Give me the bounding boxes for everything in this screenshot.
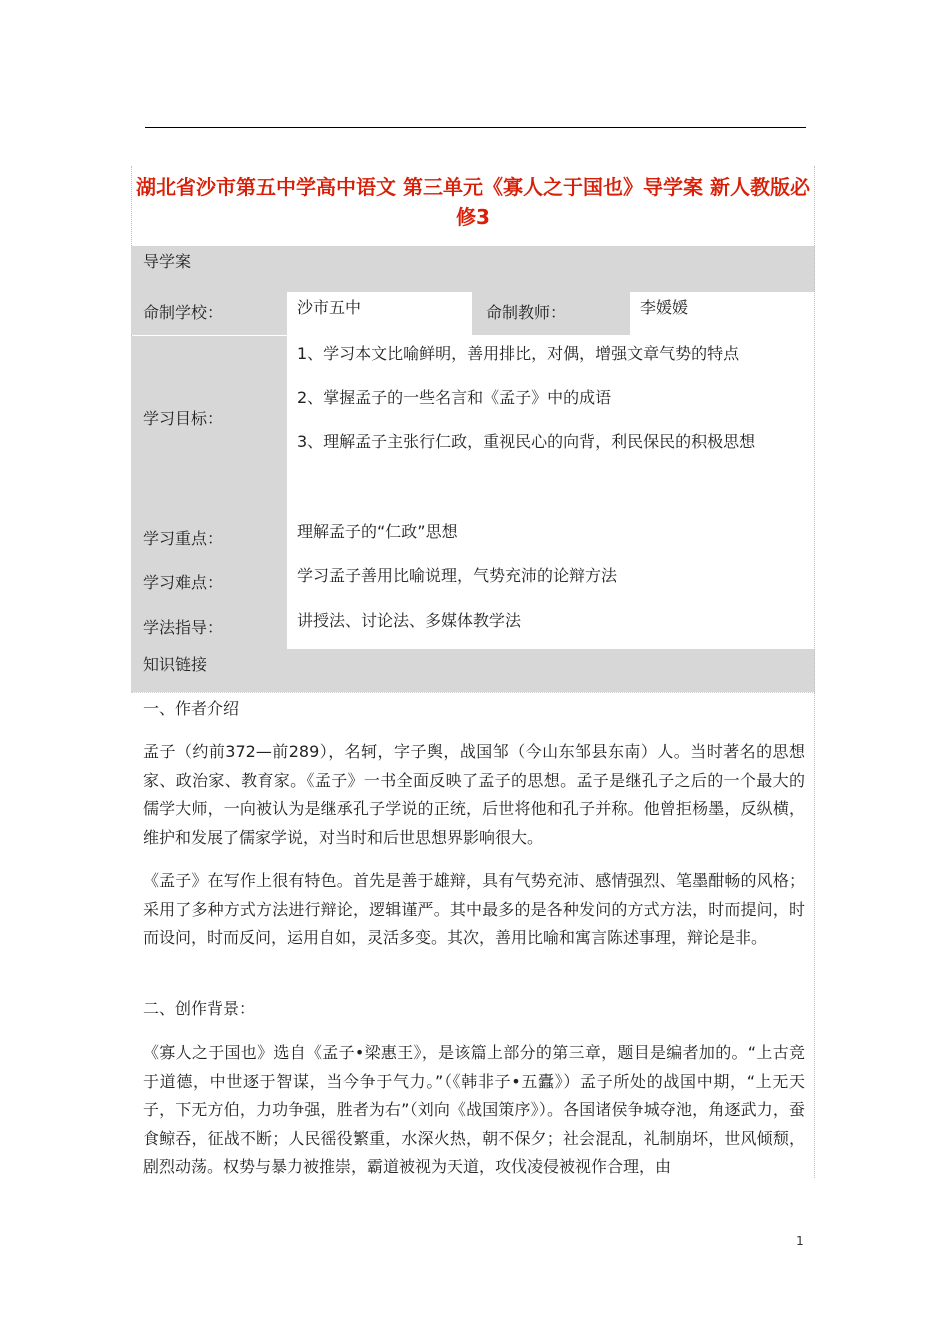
goal-item: 1、学习本文比喻鲜明，善用排比，对偶，增强文章气势的特点 <box>297 344 740 363</box>
section-knowledge: 知识链接 <box>131 649 815 692</box>
author-paragraph-2: 《孟子》在写作上很有特色。首先是善于雄辩，具有气势充沛、感情强烈、笔墨酣畅的风格；采用了多种方式方法进行辩论，逻辑谨严。其中最多的是各种发问的方式方法，时而提问，时而设问，时而反问，运用自如，灵活多变。其次，善用比喻和寓言陈述事理，辩论是非。 <box>143 871 805 947</box>
method-label: 学法指导： <box>143 618 224 637</box>
info-row <box>131 290 815 335</box>
goal-item: 3、理解孟子主张行仁政，重视民心的向背，利民保民的积极思想 <box>297 432 756 451</box>
header-rule <box>145 127 806 128</box>
teacher-value: 李媛媛 <box>630 292 815 335</box>
document-table <box>131 166 815 1178</box>
school-label: 命制学校： <box>143 303 224 322</box>
goals-cell <box>287 336 815 515</box>
page-number: 1 <box>796 1234 804 1248</box>
focus-label: 学习重点： <box>143 529 224 548</box>
background-heading: 二、创作背景： <box>143 999 256 1018</box>
goals-row <box>131 336 815 515</box>
focus-row <box>131 515 815 559</box>
difficulty-label: 学习难点： <box>143 573 224 592</box>
goal-item: 2、掌握孟子的一些名言和《孟子》中的成语 <box>297 388 612 407</box>
author-paragraph-1: 孟子（约前372—前289），名轲，字子舆，战国邹（今山东邹县东南）人。当时著名的思想家、政治家、教育家。《孟子》一书全面反映了孟子的思想。孟子是继孔子之后的一个最大的儒学大师，一向被认为是继承孔子学说的正统，后世将他和孔子并称。他曾拒杨墨，反纵横，维护和发展了儒家学说，对当时和后世思想界影响很大。 <box>143 742 805 847</box>
focus-value: 理解孟子的“仁政”思想 <box>287 515 815 559</box>
school-value: 沙市五中 <box>287 292 472 335</box>
method-row <box>131 604 815 649</box>
section-guide: 导学案 <box>131 246 815 290</box>
goals-label: 学习目标： <box>143 409 224 428</box>
difficulty-value: 学习孟子善用比喻说理，气势充沛的论辩方法 <box>287 559 815 604</box>
knowledge-body <box>131 692 815 1178</box>
method-value: 讲授法、讨论法、多媒体教学法 <box>287 604 815 649</box>
author-heading: 一、作者介绍 <box>143 699 240 718</box>
teacher-label: 命制教师： <box>486 303 567 322</box>
difficulty-row <box>131 559 815 604</box>
background-paragraph: 《寡人之于国也》选自《孟子•梁惠王》，是该篇上部分的第三章，题目是编者加的。“上古竞于道德，中世逐于智谋，当今争于气力。”（《韩非子•五蠹》）孟子所处的战国中期，“上无天子，下无方伯，力功争强，胜者为右”（刘向《战国策序》）。各国诸侯争城夺池，角逐武力，蚕食鲸吞，征战不断；人民徭役繁重，水深火热，朝不保夕；社会混乱，礼制崩坏，世风倾颓，剧烈动荡。权势与暴力被推崇，霸道被视为天道，攻伐凌侵被视作合理，由 <box>143 1043 805 1176</box>
document-title: 湖北省沙市第五中学高中语文 第三单元《寡人之于国也》导学案 新人教版必修3 <box>136 175 810 229</box>
